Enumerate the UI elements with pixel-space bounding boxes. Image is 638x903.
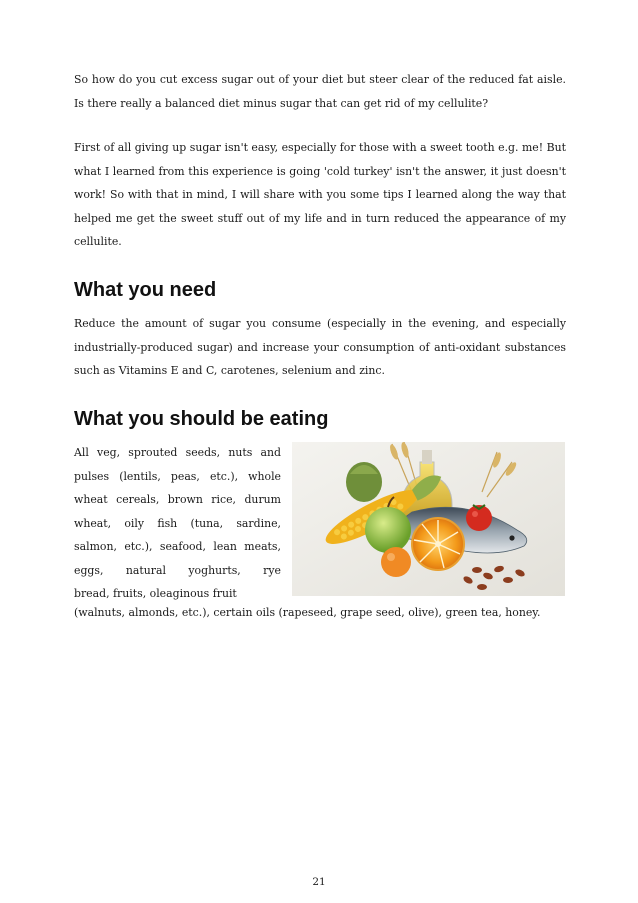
eating-line: All veg, sprouted seeds, nuts and xyxy=(74,446,281,459)
heading-what-to-eat: What you should be eating xyxy=(74,408,329,430)
eating-line: bread, fruits, oleaginous fruit xyxy=(74,587,237,600)
page-number: 21 xyxy=(312,876,326,888)
sugar-tips-paragraph: First of all giving up sugar isn't easy, especially for those with a sweet tooth e.g. me! But what I learned from this experience is going 'cold turkey' isn't the answer, it just doesn't work! So with that in mind, I will share with you some tips I learned along the way that helped me get the sweet stuff out of my life and in turn reduced the appearance of my cellulite. xyxy=(74,141,566,248)
eating-line: salmon, etc.), seafood, lean meats, xyxy=(74,540,281,553)
eating-list-paragraph xyxy=(74,441,281,606)
eating-line: eggs, natural yoghurts, rye xyxy=(74,563,281,577)
intro-paragraph: So how do you cut excess sugar out of your diet but steer clear of the reduced fat aisle. Is there really a balanced diet minus sugar that can get rid of my cellulite? xyxy=(74,73,566,110)
healthy-food-image xyxy=(292,442,565,596)
eating-line: wheat, oily fish (tuna, sardine, xyxy=(74,516,281,530)
eating-continued-paragraph: (walnuts, almonds, etc.), certain oils (rapeseed, grape seed, olive), green tea, honey. xyxy=(74,606,541,619)
eating-line: pulses (lentils, peas, etc.), whole xyxy=(74,469,281,483)
need-paragraph: Reduce the amount of sugar you consume (especially in the evening, and especially industrially-produced sugar) and increase your consumption of anti-oxidant substances such as Vitamins E and C, carotenes, selenium and zinc. xyxy=(74,317,566,377)
heading-what-you-need: What you need xyxy=(74,279,217,301)
eating-line: wheat cereals, brown rice, durum xyxy=(74,493,281,506)
